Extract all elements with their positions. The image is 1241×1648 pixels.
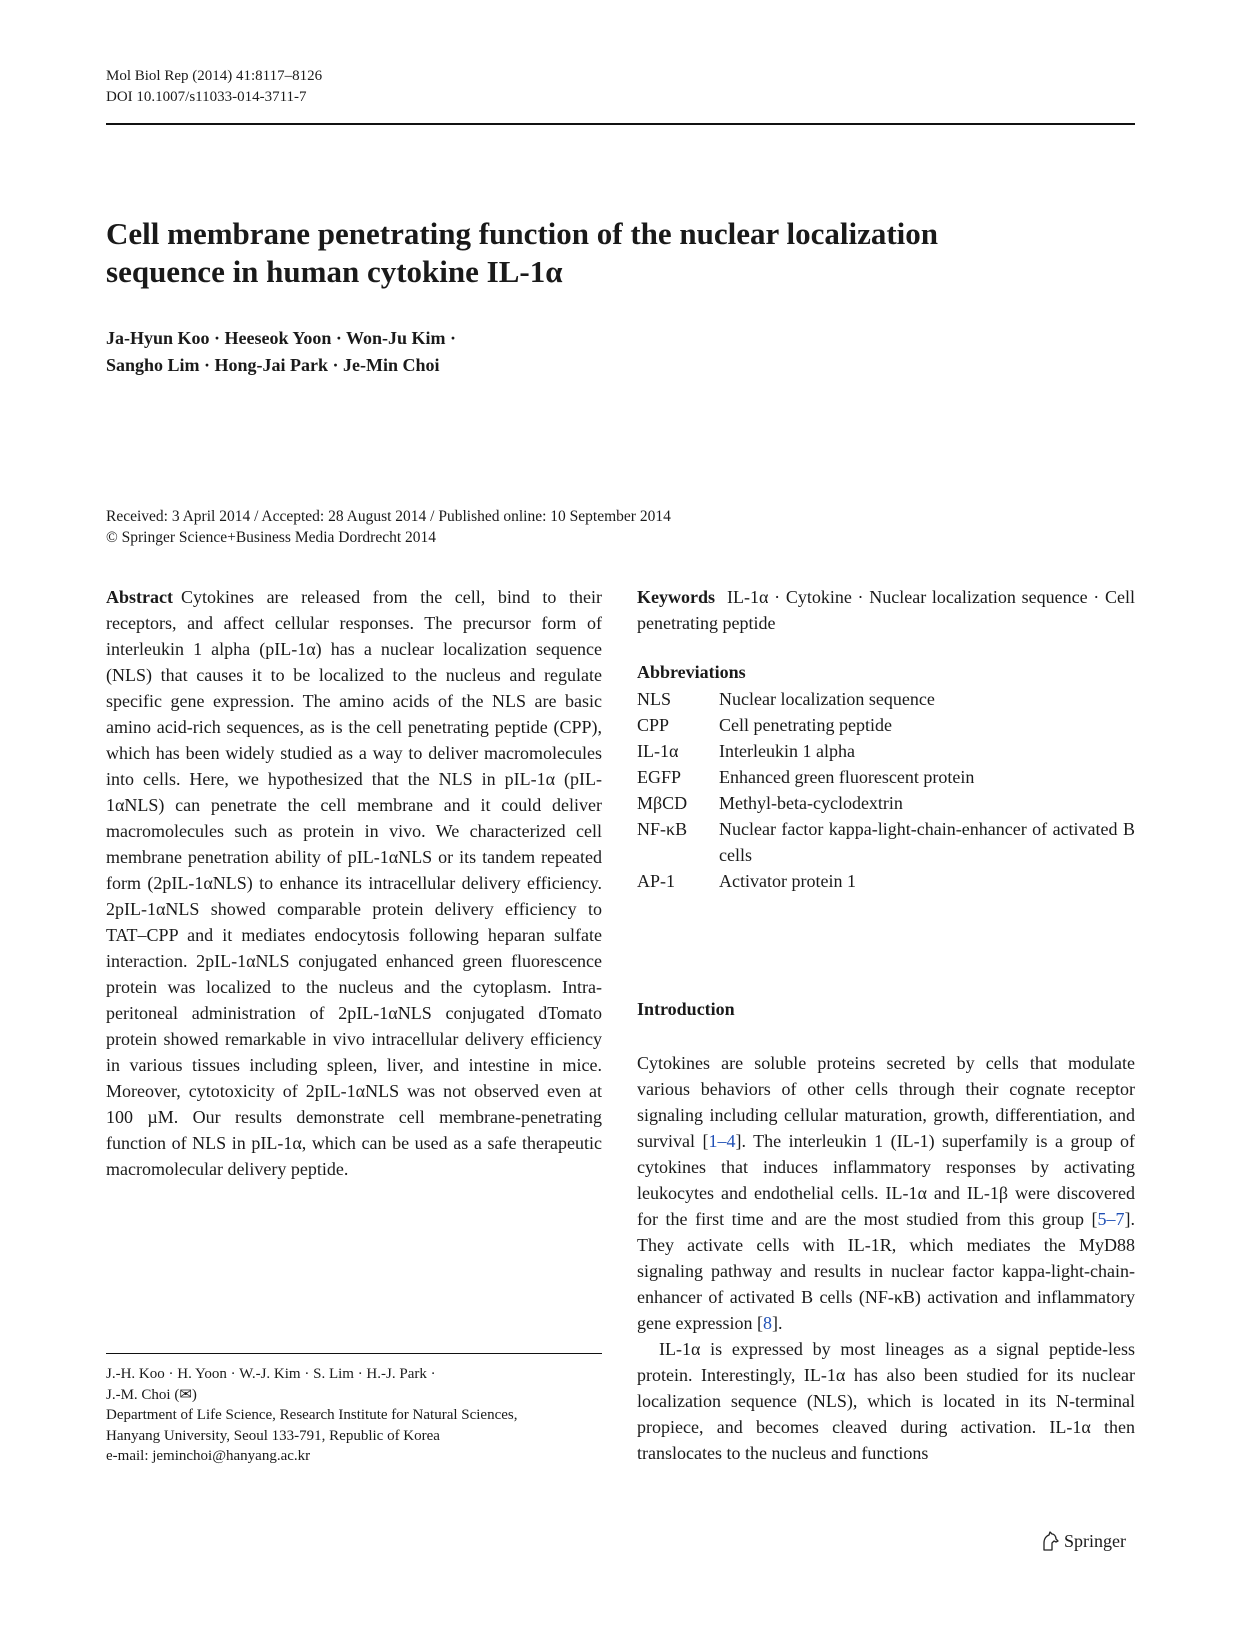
- intro-text: ]. They activate cells with IL-1R, which mediates the MyD88 signaling pathway and results in nuclear factor kappa-light-chain-enhancer of activated B cells (NF-κB) activation and inflammatory gene expression [: [637, 1209, 1135, 1333]
- article-title: [106, 215, 1106, 291]
- introduction-heading: Introduction: [637, 999, 735, 1019]
- affiliation: Department of Life Science, Research Institute for Natural Sciences, Hanyang University, Seoul 133-791, Republic of Korea: [106, 1407, 518, 1444]
- keywords: [637, 584, 1135, 636]
- intro-paragraph-1: [637, 1050, 1135, 1336]
- authors-line-1: Ja-Hyun Koo · Heeseok Yoon · Won-Ju Kim ·: [106, 328, 457, 348]
- abbreviation-row: [637, 790, 1135, 816]
- abbreviation-definition: Methyl-beta-cyclodextrin: [719, 793, 903, 813]
- journal-header: [106, 66, 322, 108]
- author-list: [106, 325, 456, 379]
- abbreviation-row: [637, 712, 1135, 738]
- keywords-text: IL-1α · Cytokine · Nuclear localization sequence · Cell penetrating peptide: [637, 587, 1135, 633]
- keywords-label: Keywords: [637, 587, 715, 607]
- abbreviation-definition: Interleukin 1 alpha: [719, 741, 855, 761]
- abbreviation-definition: Nuclear factor kappa-light-chain-enhancer of activated B cells: [719, 819, 1135, 865]
- abbreviation-row: [637, 868, 1135, 894]
- journal-citation: Mol Biol Rep (2014) 41:8117–8126: [106, 68, 323, 84]
- citation-link[interactable]: 5–7: [1097, 1209, 1125, 1229]
- header-rule: [106, 123, 1135, 125]
- footnote-authors-2: J.-M. Choi (✉): [106, 1386, 197, 1403]
- abbreviation-definition: Nuclear localization sequence: [719, 689, 935, 709]
- publication-dates: [106, 506, 671, 548]
- citation-link[interactable]: 1–4: [708, 1131, 736, 1151]
- footnote-authors-1: J.-H. Koo · H. Yoon · W.-J. Kim · S. Lim · H.-J. Park ·: [106, 1366, 436, 1382]
- footnote-rule: [106, 1353, 602, 1354]
- abbreviation: NF-κB: [637, 819, 688, 839]
- abbreviation-definition: Enhanced green fluorescent protein: [719, 767, 975, 787]
- title-line-1: Cell membrane penetrating function of the nuclear localization: [106, 216, 939, 251]
- abstract: [106, 584, 602, 1182]
- intro-text: ].: [771, 1313, 783, 1333]
- publisher-name: Springer: [1064, 1530, 1126, 1551]
- abbreviation: MβCD: [637, 793, 688, 813]
- abbreviations-table: [637, 686, 1135, 894]
- abstract-text: Cytokines are released from the cell, bind to their receptors, and affect cellular responses. The precursor form of interleukin 1 alpha (pIL-1α) has a nuclear localization sequence (NLS) that causes it to be localized to the nucleus and regulate specific gene expression. The amino acids of the NLS are basic amino acid-rich sequences, as is the cell penetrating peptide (CPP), which has been widely studied as a way to deliver macromolecules into cells. Here, we hypothesized that the NLS in pIL-1α (pIL-1αNLS) can penetrate the cell membrane and it could deliver macromolecules such as protein in vivo. We characterized cell membrane penetration ability of pIL-1αNLS or its tandem repeated form (2pIL-1αNLS) to enhance its intracellular delivery efficiency. 2pIL-1αNLS showed comparable protein delivery efficiency to TAT–CPP and it mediates endocytosis following heparan sulfate interaction. 2pIL-1αNLS conjugated enhanced green fluorescence protein was localized to the nucleus and the cytoplasm. Intra-peritoneal administration of 2pIL-1αNLS conjugated dTomato protein showed remarkable in vivo intracellular delivery efficiency in various tissues including spleen, liver, and intestine in mice. Moreover, cytotoxicity of 2pIL-1αNLS was not observed even at 100 µM. Our results demonstrate cell membrane-penetrating function of NLS in pIL-1α, which can be used as a safe therapeutic macromolecular delivery peptide.: [106, 587, 602, 1179]
- copyright: © Springer Science+Business Media Dordrecht 2014: [106, 529, 437, 546]
- title-line-2: sequence in human cytokine IL-1α: [106, 254, 563, 289]
- abstract-label: Abstract: [106, 587, 173, 607]
- intro-text: ]. The interleukin 1 (IL-1) superfamily is a group of cytokines that induces inflammatory responses by activating leukocytes and endothelial cells. IL-1α and IL-1β were discovered for the first time and are the most studied from this group [: [637, 1131, 1136, 1229]
- abbreviation: NLS: [637, 689, 672, 709]
- abbreviation: AP-1: [637, 871, 676, 891]
- email: e-mail: jeminchoi@hanyang.ac.kr: [106, 1448, 311, 1464]
- abbreviations-heading: Abbreviations: [637, 662, 746, 682]
- citation-link[interactable]: 8: [762, 1313, 772, 1333]
- introduction-body: [637, 1050, 1135, 1466]
- abbreviation-row: [637, 816, 1135, 868]
- author-footnote: [106, 1364, 566, 1467]
- abbreviation-definition: Activator protein 1: [719, 871, 856, 891]
- intro-text: Cytokines are soluble proteins secreted by cells that modulate various behaviors of other cells through their cognate receptor signaling including cellular maturation, growth, differentiation, and survival [: [637, 1053, 1135, 1151]
- abbreviation-row: [637, 764, 1135, 790]
- doi: DOI 10.1007/s11033-014-3711-7: [106, 89, 307, 105]
- abbreviation: IL-1α: [637, 741, 679, 761]
- date-history: Received: 3 April 2014 / Accepted: 28 August 2014 / Published online: 10 September 2014: [106, 508, 671, 525]
- intro-paragraph-2: IL-1α is expressed by most lineages as a signal peptide-less protein. Interestingly, IL-1α has also been studied for its nuclear localization sequence (NLS), which is located in its N-terminal propiece, and becomes cleaved during activation. IL-1α then translocates to the nucleus and functions: [637, 1339, 1135, 1463]
- publisher-logo: [1040, 1530, 1126, 1552]
- abbreviation: EGFP: [637, 767, 682, 787]
- abbreviation: CPP: [637, 715, 670, 735]
- authors-line-2: Sangho Lim · Hong-Jai Park · Je-Min Choi: [106, 355, 440, 375]
- abbreviation-row: [637, 686, 1135, 712]
- springer-horse-icon: [1040, 1530, 1060, 1552]
- abbreviation-row: [637, 738, 1135, 764]
- abbreviation-definition: Cell penetrating peptide: [719, 715, 892, 735]
